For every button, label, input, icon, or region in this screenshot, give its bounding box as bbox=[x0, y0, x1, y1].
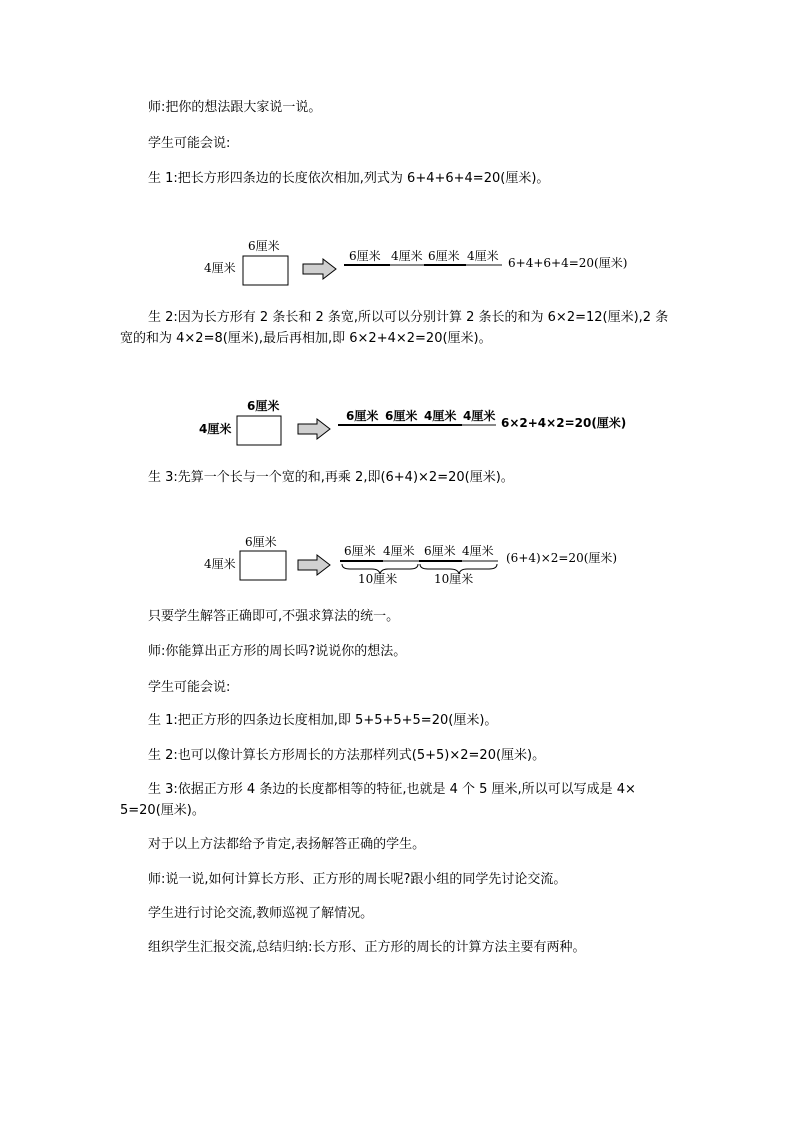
formula: 6+4+6+4=20(厘米) bbox=[508, 256, 628, 270]
paragraph: 生 3:先算一个长与一个宽的和,再乘 2,即(6+4)×2=20(厘米)。 bbox=[148, 470, 514, 485]
paragraph: 宽的和为 4×2=8(厘米),最后再相加,即 6×2+4×2=20(厘米)。 bbox=[120, 331, 492, 346]
paragraph: 师:说一说,如何计算长方形、正方形的周长呢?跟小组的同学先讨论交流。 bbox=[148, 872, 567, 887]
paragraph: 生 1:把长方形四条边的长度依次相加,列式为 6+4+6+4=20(厘米)。 bbox=[148, 171, 550, 186]
segment-label: 6厘米 bbox=[424, 544, 456, 558]
paragraph: 学生可能会说: bbox=[148, 136, 231, 151]
paragraph: 学生可能会说: bbox=[148, 680, 231, 695]
rectangle-shape bbox=[243, 256, 288, 285]
rect-width-label: 6厘米 bbox=[247, 399, 280, 413]
brace-label: 10厘米 bbox=[434, 572, 474, 586]
rect-width-label: 6厘米 bbox=[245, 535, 277, 549]
rect-height-label: 4厘米 bbox=[204, 557, 236, 571]
segment-label: 6厘米 bbox=[349, 249, 381, 263]
rect-height-label: 4厘米 bbox=[199, 422, 232, 436]
segment-label: 4厘米 bbox=[391, 249, 423, 263]
segment-label: 4厘米 bbox=[463, 409, 496, 423]
arrow-icon bbox=[298, 555, 330, 575]
segment-label: 6厘米 bbox=[344, 544, 376, 558]
segment-label: 4厘米 bbox=[383, 544, 415, 558]
segment-label: 4厘米 bbox=[462, 544, 494, 558]
rect-width-label: 6厘米 bbox=[248, 239, 280, 253]
figure-rectangle-multiply bbox=[0, 396, 794, 448]
paragraph: 5=20(厘米)。 bbox=[120, 803, 205, 818]
paragraph: 学生进行讨论交流,教师巡视了解情况。 bbox=[148, 906, 374, 921]
figure-rectangle-sum-times-two bbox=[0, 532, 794, 588]
segment-label: 4厘米 bbox=[424, 409, 457, 423]
arrow-icon bbox=[298, 419, 330, 439]
rectangle-shape bbox=[237, 416, 281, 445]
paragraph: 师:你能算出正方形的周长吗?说说你的想法。 bbox=[148, 644, 407, 659]
paragraph: 只要学生解答正确即可,不强求算法的统一。 bbox=[148, 609, 400, 624]
paragraph: 生 2:也可以像计算长方形周长的方法那样列式(5+5)×2=20(厘米)。 bbox=[148, 748, 546, 763]
paragraph: 组织学生汇报交流,总结归纳:长方形、正方形的周长的计算方法主要有两种。 bbox=[148, 940, 586, 955]
paragraph: 生 1:把正方形的四条边长度相加,即 5+5+5+5=20(厘米)。 bbox=[148, 713, 498, 728]
paragraph: 对于以上方法都给予肯定,表扬解答正确的学生。 bbox=[148, 837, 426, 852]
rect-height-label: 4厘米 bbox=[204, 261, 236, 275]
segment-label: 6厘米 bbox=[385, 409, 418, 423]
brace-label: 10厘米 bbox=[358, 572, 398, 586]
rectangle-shape bbox=[240, 551, 286, 580]
segment-label: 6厘米 bbox=[346, 409, 379, 423]
paragraph: 师:把你的想法跟大家说一说。 bbox=[148, 100, 322, 115]
formula: (6+4)×2=20(厘米) bbox=[506, 551, 618, 565]
segment-label: 4厘米 bbox=[467, 249, 499, 263]
arrow-icon bbox=[303, 259, 336, 279]
formula: 6×2+4×2=20(厘米) bbox=[501, 416, 627, 430]
segment-label: 6厘米 bbox=[428, 249, 460, 263]
paragraph: 生 3:依据正方形 4 条边的长度都相等的特征,也就是 4 个 5 厘米,所以可以写成是 4× bbox=[148, 782, 636, 797]
paragraph: 生 2:因为长方形有 2 条长和 2 条宽,所以可以分别计算 2 条长的和为 6×2=12(厘米),2 条 bbox=[148, 310, 669, 325]
figure-rectangle-sum bbox=[0, 236, 794, 286]
